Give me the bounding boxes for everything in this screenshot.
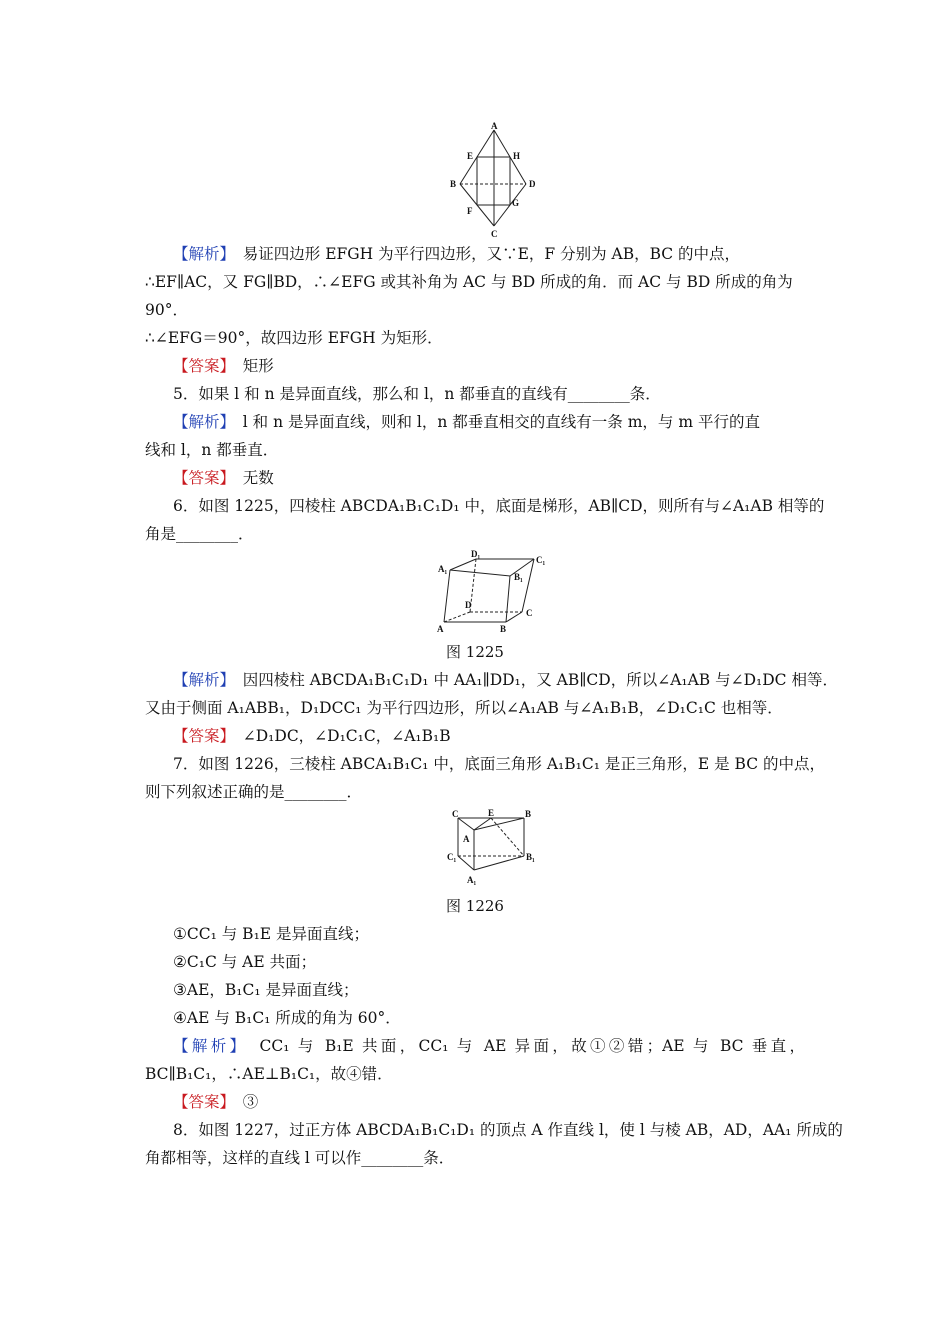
label-d1: D₁ [471,550,481,559]
label-c: C [491,229,498,239]
label-c: C [452,809,459,819]
label-a1: A₁ [438,564,448,574]
analysis-tag: 【解析】 [173,1037,241,1055]
text-line: ∴∠EFG＝90°，故四边形 EFGH 为矩形． [145,329,443,347]
label-b: B [525,809,532,819]
question-8: 8．如图 1227，过正方体 ABCDA₁B₁C₁D₁ 的顶点 A 作直线 l，使 l 与棱 AB，AD，AA₁ 所成的 [173,1121,843,1139]
answer-tag: 【答案】 [173,727,228,745]
figure-caption-1225: 图 1225 [446,643,504,661]
answer-line: 【答案】 无数 [173,469,274,487]
analysis-line-1: 【解析】 易证四边形 EFGH 为平行四边形，又∵E，F 分别为 AB，BC 的中点， [173,245,741,263]
analysis-line: 【解析】 l 和 n 是异面直线，则和 l，n 都垂直相交的直线有一条 m，与 m 平行的直 [173,413,760,431]
figure-efgh [440,122,540,240]
label-e: E [488,808,495,818]
figure-1225 [436,550,556,636]
figure-caption-1226: 图 1226 [446,897,504,915]
label-c1: C₁ [447,852,457,862]
label-b1: B₁ [526,852,535,862]
label-e: E [467,151,474,161]
analysis-tag: 【解析】 [173,413,228,431]
answer-tag: 【答案】 [173,1093,228,1111]
analysis-tag: 【解析】 [173,671,228,689]
answer-tag: 【答案】 [173,357,228,375]
answer-line: 【答案】 ③ [173,1093,259,1111]
answer-tag: 【答案】 [173,469,228,487]
label-b1: B₁ [514,572,523,582]
analysis-line: 【解析】 因四棱柱 ABCDA₁B₁C₁D₁ 中 AA₁∥DD₁，又 AB∥CD，所以∠A₁AB 与∠D₁DC 相等． [173,671,838,689]
label-b: B [450,179,457,189]
label-f: F [467,206,473,216]
answer-line: 【答案】 矩形 [173,357,274,375]
text-line: BC∥B₁C₁，∴AE⊥B₁C₁，故④错． [145,1065,393,1083]
label-d: D [529,179,536,189]
question-6: 6．如图 1225，四棱柱 ABCDA₁B₁C₁D₁ 中，底面是梯形，AB∥CD，则所有与∠A₁AB 相等的 [173,497,825,515]
label-a: A [463,834,470,844]
figure-1226 [444,808,544,890]
label-c: C [526,608,533,618]
analysis-tag: 【解析】 [173,245,228,263]
text-line: 角是________． [145,525,254,543]
option-4: ④AE 与 B₁C₁ 所成的角为 60°． [173,1009,401,1027]
label-c1: C₁ [536,555,546,565]
label-g: G [512,198,520,208]
question-7: 7．如图 1226，三棱柱 ABCA₁B₁C₁ 中，底面三角形 A₁B₁C₁ 是正三角形，E 是 BC 的中点， [173,755,825,773]
text-line: 则下列叙述正确的是________． [145,783,363,801]
label-a1: A₁ [467,875,477,885]
text-line: 90°． [145,301,188,319]
option-2: ②C₁C 与 AE 共面； [173,953,317,971]
label-h: H [513,151,521,161]
text-line: 线和 l，n 都垂直． [145,441,279,459]
label-a: A [437,624,444,634]
option-1: ①CC₁ 与 B₁E 是异面直线； [173,925,370,943]
text-line: 又由于侧面 A₁ABB₁，D₁DCC₁ 为平行四边形，所以∠A₁AB 与∠A₁B₁B，∠D₁C₁C 也相等． [145,699,783,717]
analysis-line: 【解析】 CC₁ 与 B₁E 共面，CC₁ 与 AE 异面，故①②错；AE 与 BC 垂直， [173,1037,805,1055]
answer-line: 【答案】 ∠D₁DC，∠D₁C₁C，∠A₁B₁B [173,727,451,745]
text-line: ∴EF∥AC，又 FG∥BD，∴∠EFG 或其补角为 AC 与 BD 所成的角．而 AC 与 BD 所成的角为 [145,273,793,291]
option-3: ③AE，B₁C₁ 是异面直线； [173,981,359,999]
label-b: B [500,624,507,634]
label-d: D [465,600,472,610]
question-5: 5．如果 l 和 n 是异面直线，那么和 l，n 都垂直的直线有________条． [173,385,661,403]
label-a: A [491,122,498,131]
text-line: 角都相等，这样的直线 l 可以作________条． [145,1149,455,1167]
